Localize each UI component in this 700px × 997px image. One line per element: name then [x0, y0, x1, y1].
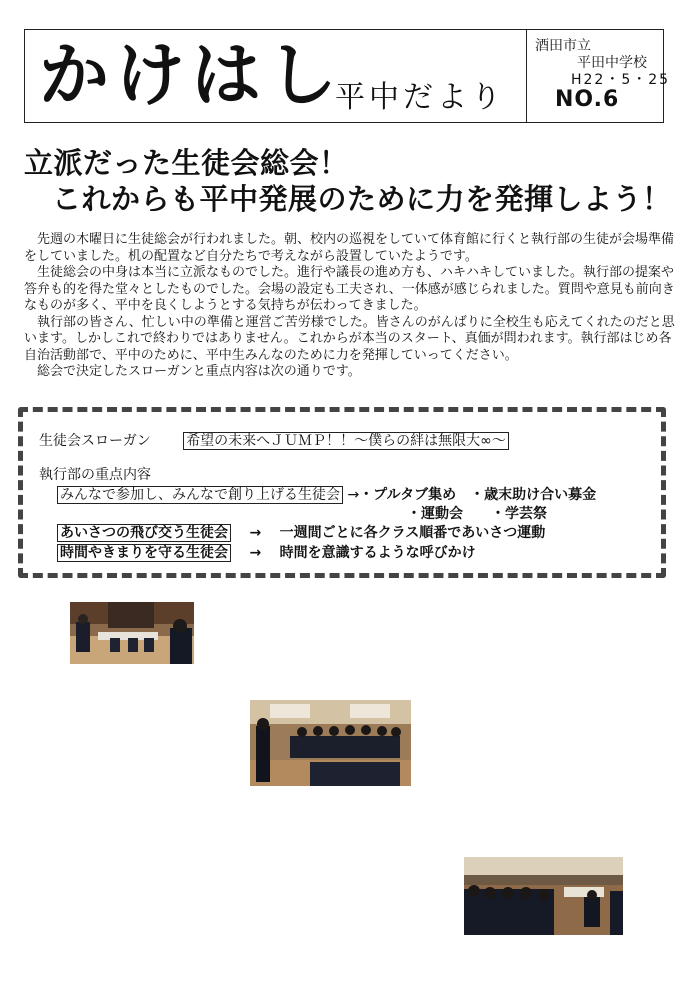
school-info [535, 38, 671, 112]
school-name: 平田中学校 [577, 55, 647, 71]
assembly-photo-3 [464, 857, 623, 935]
focus-item-detail: ・プルタブ集め ・歳末助け合い募金 [359, 487, 597, 503]
focus-item [57, 484, 596, 504]
focus-item-title: あいさつの飛び交う生徒会 [57, 524, 231, 542]
focus-item-detail: 一週間ごとに各クラス順番であいさつ運動 [279, 525, 546, 541]
focus-label: 執行部の重点内容 [39, 467, 151, 483]
focus-item [57, 542, 476, 562]
arrow: → [347, 487, 360, 503]
paragraph: 総会で決定したスローガンと重点内容は次の通りです。 [37, 364, 361, 379]
paragraph: 執行部の皆さん、忙しい中の準備と運営ご苦労様でした。皆さんのがんばりに全校生も応えてくれたのだと思います。しかしこれで終わりではありません。これからが本当のスタート、真価が問われます。執行部はじめ各自治活動部で、平中のために、平中生みんなのために力を発揮していってください。 [24, 314, 675, 363]
city-name: 酒田市立 [535, 38, 591, 54]
focus-item-detail: 時間を意識するような呼びかけ [279, 545, 476, 561]
slogan-label: 生徒会スローガン [39, 433, 151, 449]
focus-item-title: 時間やきまりを守る生徒会 [57, 544, 231, 562]
issue-date: H22・5・25 [571, 72, 671, 88]
assembly-photo-2 [250, 700, 411, 786]
arrow: → [249, 525, 262, 541]
masthead-divider [526, 30, 527, 122]
focus-item [57, 522, 545, 542]
slogan-text: 希望の未来へＪＵＭＰ！！～僕らの絆は無限大∞～ [183, 432, 509, 450]
paragraph: 先週の木曜日に生徒総会が行われました。朝、校内の巡視をしていて体育館に行くと執行部の生徒が会場準備をしていました。机の配置など自分たちで考えながら設置していたようです。 [24, 232, 675, 264]
newsletter-subtitle: 平中だより [335, 80, 505, 115]
issue-number: NO.6 [555, 87, 620, 112]
slogan-row [39, 430, 509, 450]
headline-line-1: 立派だった生徒会総会！ [24, 146, 349, 180]
masthead [24, 29, 671, 123]
focus-item-title: みんなで参加し、みんなで創り上げる生徒会 [57, 486, 343, 504]
headline-line-2: これからも平中発展のために力を発揮しよう！ [52, 182, 672, 216]
paragraph: 生徒総会の中身は本当に立派なものでした。進行や議長の進め方も、ハキハキしていました。執行部の提案や答弁も的を得た堂々としたものでした。会場の設定も工夫され、一体感が感じられました。質問や意見も前向きなものが多く、平中を良くしようとする気持ちが伝わってきました。 [24, 265, 675, 313]
newsletter-title: かけはし [39, 33, 343, 116]
assembly-photo-1 [70, 602, 194, 664]
article-body [24, 232, 680, 381]
slogan-box [18, 407, 666, 578]
headline [24, 145, 672, 217]
arrow: → [249, 545, 262, 561]
focus-item-detail-2: ・運動会 ・学芸祭 [407, 506, 547, 522]
